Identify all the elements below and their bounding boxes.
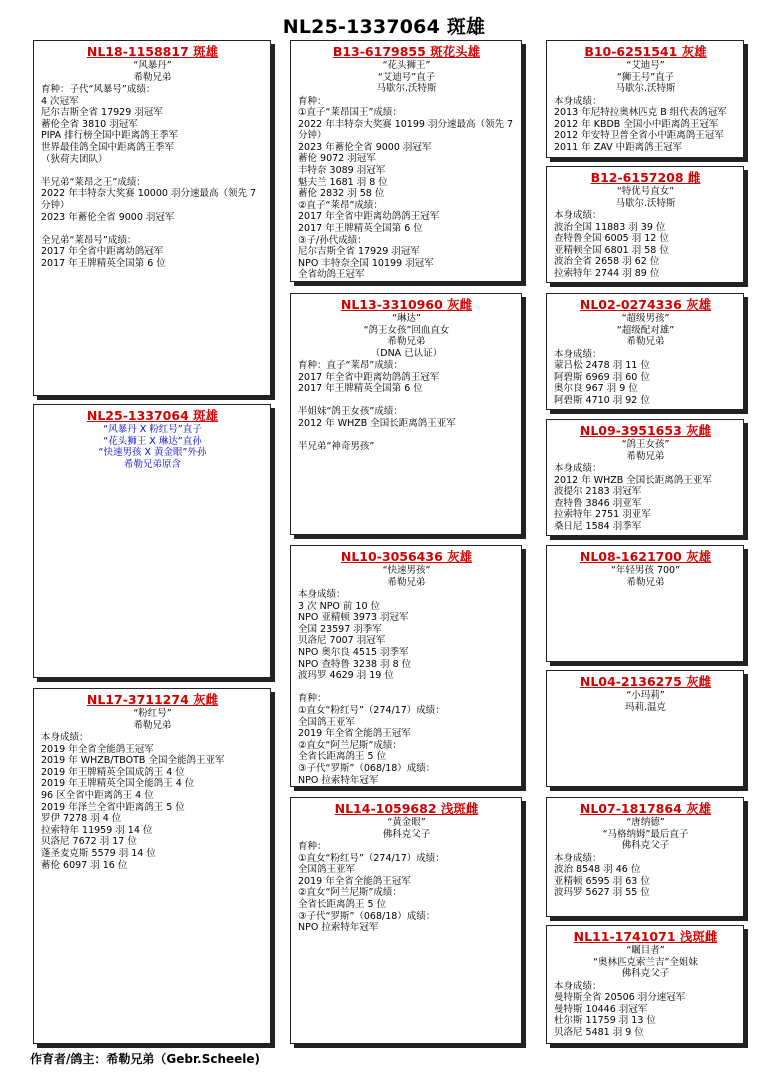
ss-sub-line: 马歇尔.沃特斯 <box>376 83 437 94</box>
sire-record-line: 蓄伦全省 3810 羽冠军 <box>41 118 138 130</box>
dam-sub-line: 希勒兄弟 <box>133 719 172 731</box>
breeder-footer: 作育者/鸽主：希勒兄弟（Gebr.Scheele) <box>30 1052 261 1066</box>
dam-record <box>41 732 264 871</box>
ddd-record-line: 曼特斯 10446 羽冠军 <box>554 1003 648 1015</box>
subject-line-4: 希勒兄弟原含 <box>123 458 181 470</box>
sire-record-line: 2017 年王牌精英全国第 6 位 <box>41 257 166 269</box>
dam-record-line: 蓬圣麦克斯 5579 羽 14 位 <box>41 847 156 859</box>
sss-record-line: 2013 年尼特拉奥林匹克 B 组代表鸽冠军 <box>554 107 727 119</box>
sdd-ring: NL09-3951653 灰雌 <box>579 423 712 438</box>
sire-dam-card <box>290 293 522 535</box>
sire-record-line: 2017 年全省中距离幼鸽冠军 <box>41 246 164 258</box>
sds-sub-line: “超级配对雄” <box>616 324 675 336</box>
sd-sub-line: （DNA 已认证） <box>370 347 443 359</box>
ss-record-line: 魁夫兰 1681 羽 8 位 <box>298 176 388 188</box>
dd-record-line: 2019 年全省全能鸽王冠军 <box>298 875 411 887</box>
sss-record-line: 2012 年 KBDB 全国小中距离鸽王冠军 <box>554 118 719 130</box>
sire-record-line: 育种：子代“风暴号”成绩： <box>41 84 156 95</box>
sire-record-line: 半兄弟“莱昂之王”成绩： <box>41 176 146 188</box>
ds-record-line: 全国鸽王亚军 <box>298 716 356 728</box>
sss-record-line: 2012 年安特卫普全省小中距离鸽王冠军 <box>554 130 724 142</box>
subject-line-1: “风暴丹 X 粉红号”直子 <box>103 424 202 435</box>
dam-record-line: 2019 年全省全能鸽王冠军 <box>41 743 154 755</box>
ss-record-line: ③子/孙代成绩： <box>298 234 367 246</box>
ddd-record-line: 曼特斯全省 20506 羽分速冠军 <box>554 992 686 1004</box>
sds-sub-line: “超级男孩” <box>621 313 670 324</box>
dam-record-line: 2019 年王牌精英全国成鸽王 4 位 <box>41 766 185 778</box>
ss-ring: B13-6179855 斑花头雄 <box>332 44 481 59</box>
sire-sire-card <box>290 40 522 282</box>
dds-sub-line: 佛科克父子 <box>621 840 670 851</box>
ssd-ring: B12-6157208 雌 <box>590 170 701 185</box>
dam-record-line: 本身成绩： <box>41 732 89 743</box>
ss-sub-line: “花头狮王” <box>382 60 431 71</box>
sd-record-line: 2012 年 WHZB 全国长距离鸽王亚军 <box>298 417 456 429</box>
ss-record-line: NPO 丰特奈全国 10199 羽冠军 <box>298 257 434 269</box>
ss-record-line: 尼尔吉斯全省 17929 羽冠军 <box>298 246 420 258</box>
sire-record-line: 2022 年丰特奈大奖赛 10000 羽分速最高（领先 7 <box>41 188 257 200</box>
dd-record-line: ②直女“阿兰尼斯”成绩： <box>298 887 402 899</box>
ds-record-line: 波玛罗 4629 羽 19 位 <box>298 670 394 682</box>
ss-record-line: 2017 年王牌精英全国第 6 位 <box>298 223 423 235</box>
sd-sub-line: “琳达” <box>392 313 421 324</box>
sire-record-line: 分钟） <box>41 199 70 211</box>
ddd-card <box>546 925 744 1044</box>
ssd-record-line: 亚精顿全国 6801 羽 58 位 <box>554 244 669 256</box>
sire-record-line <box>41 223 264 235</box>
ds-record-line: NPO 拉索特年冠军 <box>298 774 379 786</box>
ssd-record-line: 查特鲁全国 6005 羽 12 位 <box>554 233 669 245</box>
dds-sub-line: “马格纳姆”最后直子 <box>602 828 689 840</box>
dd-record-line: ①直女“粉红号”（274/17）成绩： <box>298 852 445 864</box>
ss-record-line: 全省幼鸽王冠军 <box>298 269 365 281</box>
ds-record-line: 贝洛尼 7007 羽冠军 <box>298 635 386 647</box>
sd-record-line <box>298 430 515 442</box>
dd-record-line: 全国鸽王亚军 <box>298 864 356 876</box>
dam-record-line: 2019 年泽兰全省中距离鸽王 5 位 <box>41 801 185 813</box>
ss-record-line: 2023 年蓄伦全省 9000 羽冠军 <box>298 141 432 153</box>
dd-record <box>298 841 515 934</box>
sdd-record-line: 查特鲁 3846 羽亚军 <box>554 497 642 509</box>
sire-record-line: （狄荷夫团队） <box>41 153 108 165</box>
ss-record-line: 分钟） <box>298 130 327 142</box>
dam-record-line: 贝洛尼 7672 羽 17 位 <box>41 836 137 848</box>
ss-record-line: ①直子“莱昂国王”成绩： <box>298 107 402 119</box>
dam-dam-card <box>290 797 522 1044</box>
dss-sub-line: 希勒兄弟 <box>626 576 665 588</box>
ss-record-line: 育种： <box>298 95 327 107</box>
sdd-record <box>554 463 737 533</box>
ddd-sub-line: 佛科克父子 <box>621 968 670 979</box>
sds-card <box>546 293 744 410</box>
ds-record-line: ①直女“粉红号”（274/17）成绩： <box>298 704 445 716</box>
sss-record-line: 2011 年 ZAV 中距离鸽王冠军 <box>554 141 683 153</box>
dam-sire-card <box>290 545 522 787</box>
ss-record-line: 丰特奈 3089 羽冠军 <box>298 165 386 177</box>
ds-record-line: 2019 年全省全能鸽王冠军 <box>298 728 411 740</box>
dds-record-line: 本身成绩： <box>554 852 602 864</box>
sd-record-line: 半姐妹“鸽王女孩”成绩： <box>298 406 403 418</box>
ddd-record-line: 杜尔斯 11759 羽 13 位 <box>554 1015 656 1027</box>
dsd-card <box>546 670 744 787</box>
sire-record-line: PIPA 排行榜全国中距离鸽王季军 <box>41 130 179 142</box>
dd-record-line: NPO 拉索特年冠军 <box>298 922 379 934</box>
subject-ring: NL25-1337064 斑雄 <box>86 408 219 423</box>
ss-record-line: 2022 年丰特奈大奖赛 10199 羽分速最高（领先 7 <box>298 118 514 130</box>
ssd-record-line: 波治全省 2658 羽 62 位 <box>554 256 660 268</box>
sds-record-line: 阿碧斯 4710 羽 92 位 <box>554 394 650 406</box>
sd-record-line: 2017 年全省中距离幼鸽鸽王冠军 <box>298 371 440 383</box>
dss-ring: NL08-1621700 灰雄 <box>579 549 712 564</box>
dsd-sub-line: “小玛莉” <box>626 690 665 701</box>
sire-card <box>33 40 271 396</box>
dam-record-line: 罗伊 7278 羽 4 位 <box>41 813 122 825</box>
ds-record-line: 3 次 NPO 前 10 位 <box>298 600 381 612</box>
dd-record-line: 全省长距离鸽王 5 位 <box>298 898 387 910</box>
ss-record-line: 蓄伦 2832 羽 58 位 <box>298 188 385 200</box>
ddd-record-line: 贝洛尼 5481 羽 9 位 <box>554 1026 644 1038</box>
ds-record-line: NPO 查特鲁 3238 羽 8 位 <box>298 658 412 670</box>
sire-record-line: 尼尔吉斯全省 17929 羽冠军 <box>41 107 163 119</box>
dam-record-line: 拉索特年 11959 羽 14 位 <box>41 824 153 836</box>
dss-sub-line: “年轻男孩 700” <box>611 565 680 576</box>
sdd-card <box>546 419 744 536</box>
sdd-record-line: 本身成绩： <box>554 463 602 474</box>
sd-record-line: 育种：直子“莱昂”成绩： <box>298 360 403 371</box>
ss-record-line: 蓄伦 9072 羽冠军 <box>298 153 376 165</box>
sire-sub-line: 希勒兄弟 <box>133 71 172 83</box>
ds-record-line: 全省长距离鸽王 5 位 <box>298 751 387 763</box>
dam-record-line: 蓄伦 6097 羽 16 位 <box>41 859 128 871</box>
ddd-record-line: 本身成绩： <box>554 980 602 992</box>
sd-record-line: 2017 年王牌精英全国第 6 位 <box>298 383 423 395</box>
subject-line-2: “花头狮王 X 琳达”直孙 <box>103 435 202 447</box>
ds-record-line: NPO 奥尔良 4515 羽季军 <box>298 646 409 658</box>
ds-record-line: 全国 23597 羽季军 <box>298 623 382 635</box>
sss-sub-line: 马歇尔.沃特斯 <box>615 83 676 94</box>
ddd-record <box>554 981 737 1039</box>
dds-ring: NL07-1817864 灰雄 <box>579 801 712 816</box>
sss-sub-line: “艾迪号” <box>626 60 665 71</box>
sds-record-line: 蒙吕松 2478 羽 11 位 <box>554 360 650 372</box>
sdd-sub-line: 希勒兄弟 <box>626 450 665 462</box>
sds-sub-line: 希勒兄弟 <box>626 336 665 347</box>
sd-sub-line: “鸽王女孩”回血直女 <box>363 324 450 336</box>
dds-record-line: 亚精顿 6595 羽 63 位 <box>554 875 650 887</box>
sdd-record-line: 2012 年 WHZB 全国长距离鸽王亚军 <box>554 474 712 486</box>
sds-record-line: 阿碧斯 6969 羽 60 位 <box>554 371 650 383</box>
sire-record-line: 2023 年蓄伦全省 9000 羽冠军 <box>41 211 175 223</box>
sire-record-line: 全兄弟“莱昂号”成绩： <box>41 234 137 246</box>
dam-sub-line: “粉红号” <box>133 708 172 719</box>
ssd-record-line: 本身成绩： <box>554 210 602 221</box>
sdd-record-line: 波提尔 2183 羽冠军 <box>554 486 642 498</box>
dsd-ring: NL04-2136275 灰雌 <box>579 674 712 689</box>
sdd-sub-line: “鸽王女孩” <box>621 439 670 450</box>
ss-record-line: ②直子“莱昂”成绩： <box>298 199 383 211</box>
sss-record-line: 本身成绩： <box>554 95 602 107</box>
dds-record-line: 波玛罗 5627 羽 55 位 <box>554 887 650 899</box>
subject-card <box>33 404 271 678</box>
sdd-record-line: 桑日尼 1584 羽季军 <box>554 520 642 532</box>
ds-record-line: ③子代“罗斯”（068/18）成绩： <box>298 762 436 774</box>
ssd-record <box>554 210 737 280</box>
ssd-record-line: 拉索特年 2744 羽 89 位 <box>554 267 660 279</box>
dds-sub-line: “唐纳德” <box>626 817 665 828</box>
ds-record-line <box>298 682 515 694</box>
ssd-card <box>546 166 744 283</box>
sds-record-line: 本身成绩： <box>554 348 602 360</box>
sds-record <box>554 349 737 407</box>
ddd-sub-line: “奥林匹克索兰吉”全姐妹 <box>593 956 698 968</box>
ddd-sub-line: “瞩目者” <box>626 945 665 956</box>
ds-record-line: 育种： <box>298 693 327 705</box>
sd-record <box>298 360 515 453</box>
subject-line-3: “快速男孩 X 黄金眼”外孙 <box>98 447 207 458</box>
sss-ring: B10-6251541 灰雄 <box>584 44 707 59</box>
dam-ring: NL17-3711274 灰雌 <box>86 692 219 707</box>
ddd-ring: NL11-1741071 浅斑雌 <box>573 929 718 944</box>
sire-record <box>41 84 264 270</box>
ds-record <box>298 589 515 786</box>
sire-ring: NL18-1158817 斑雄 <box>86 44 219 59</box>
sss-sub-line: “狮王号”直子 <box>616 71 675 83</box>
sss-card <box>546 40 744 158</box>
dds-card <box>546 797 744 917</box>
ssd-record-line: 波治全国 11883 羽 39 位 <box>554 221 666 233</box>
dd-record-line: 育种： <box>298 841 327 852</box>
dd-sub-line: “黄金眼” <box>387 817 426 828</box>
ssd-sub-line: 马歇尔.沃特斯 <box>615 197 676 209</box>
sd-ring: NL13-3310960 灰雌 <box>340 297 473 312</box>
dds-record <box>554 853 737 899</box>
dam-record-line: 2019 年王牌精英全国全能鸽王 4 位 <box>41 778 195 790</box>
dss-card <box>546 545 744 662</box>
ssd-sub-line: “特优号直女” <box>616 186 675 197</box>
ds-record-line: ②直女“阿兰尼斯”成绩： <box>298 739 402 751</box>
sire-sub-line: “风暴丹” <box>133 60 172 71</box>
dsd-sub-line: 玛莉.温克 <box>624 701 667 713</box>
ds-record-line: NPO 亚精顿 3973 羽冠军 <box>298 612 409 624</box>
ds-sub-line: 希勒兄弟 <box>387 576 426 588</box>
sd-record-line <box>298 395 515 407</box>
sdd-record-line: 拉索特年 2751 羽亚军 <box>554 509 651 521</box>
dd-sub-line: 佛科克父子 <box>382 828 431 840</box>
ds-record-line: 本身成绩： <box>298 589 346 600</box>
dam-record-line: 96 区全省中距离鸽王 4 位 <box>41 789 154 801</box>
ss-record <box>298 96 515 282</box>
ds-ring: NL10-3056436 灰雄 <box>340 549 473 564</box>
sire-record-line: 4 次冠军 <box>41 95 79 107</box>
ds-sub-line: “快速男孩” <box>382 565 431 576</box>
dam-record-line: 2019 年 WHZB/TBOTB 全国全能鸽王亚军 <box>41 755 225 767</box>
dd-ring: NL14-1059682 浅斑雌 <box>334 801 479 816</box>
sire-record-line <box>41 165 264 177</box>
dds-record-line: 波治 8548 羽 46 位 <box>554 864 641 876</box>
sd-sub-line: 希勒兄弟 <box>387 336 426 347</box>
sds-ring: NL02-0274336 灰雄 <box>579 297 712 312</box>
dd-record-line: ③子代“罗斯”（068/18）成绩： <box>298 910 436 922</box>
sss-record <box>554 96 737 154</box>
page-title: NL25-1337064 斑雄 <box>282 16 486 38</box>
sd-record-line: 半兄弟“神奇男孩” <box>298 441 375 453</box>
sire-record-line: 世界最佳鸽全国中距离鸽王季军 <box>41 141 175 153</box>
ss-record-line: 2017 年全省中距离幼鸽鸽王冠军 <box>298 211 440 223</box>
sds-record-line: 奥尔良 967 羽 9 位 <box>554 383 638 395</box>
ss-sub-line: “艾迪号”直子 <box>377 71 436 83</box>
dam-card <box>33 688 271 1044</box>
